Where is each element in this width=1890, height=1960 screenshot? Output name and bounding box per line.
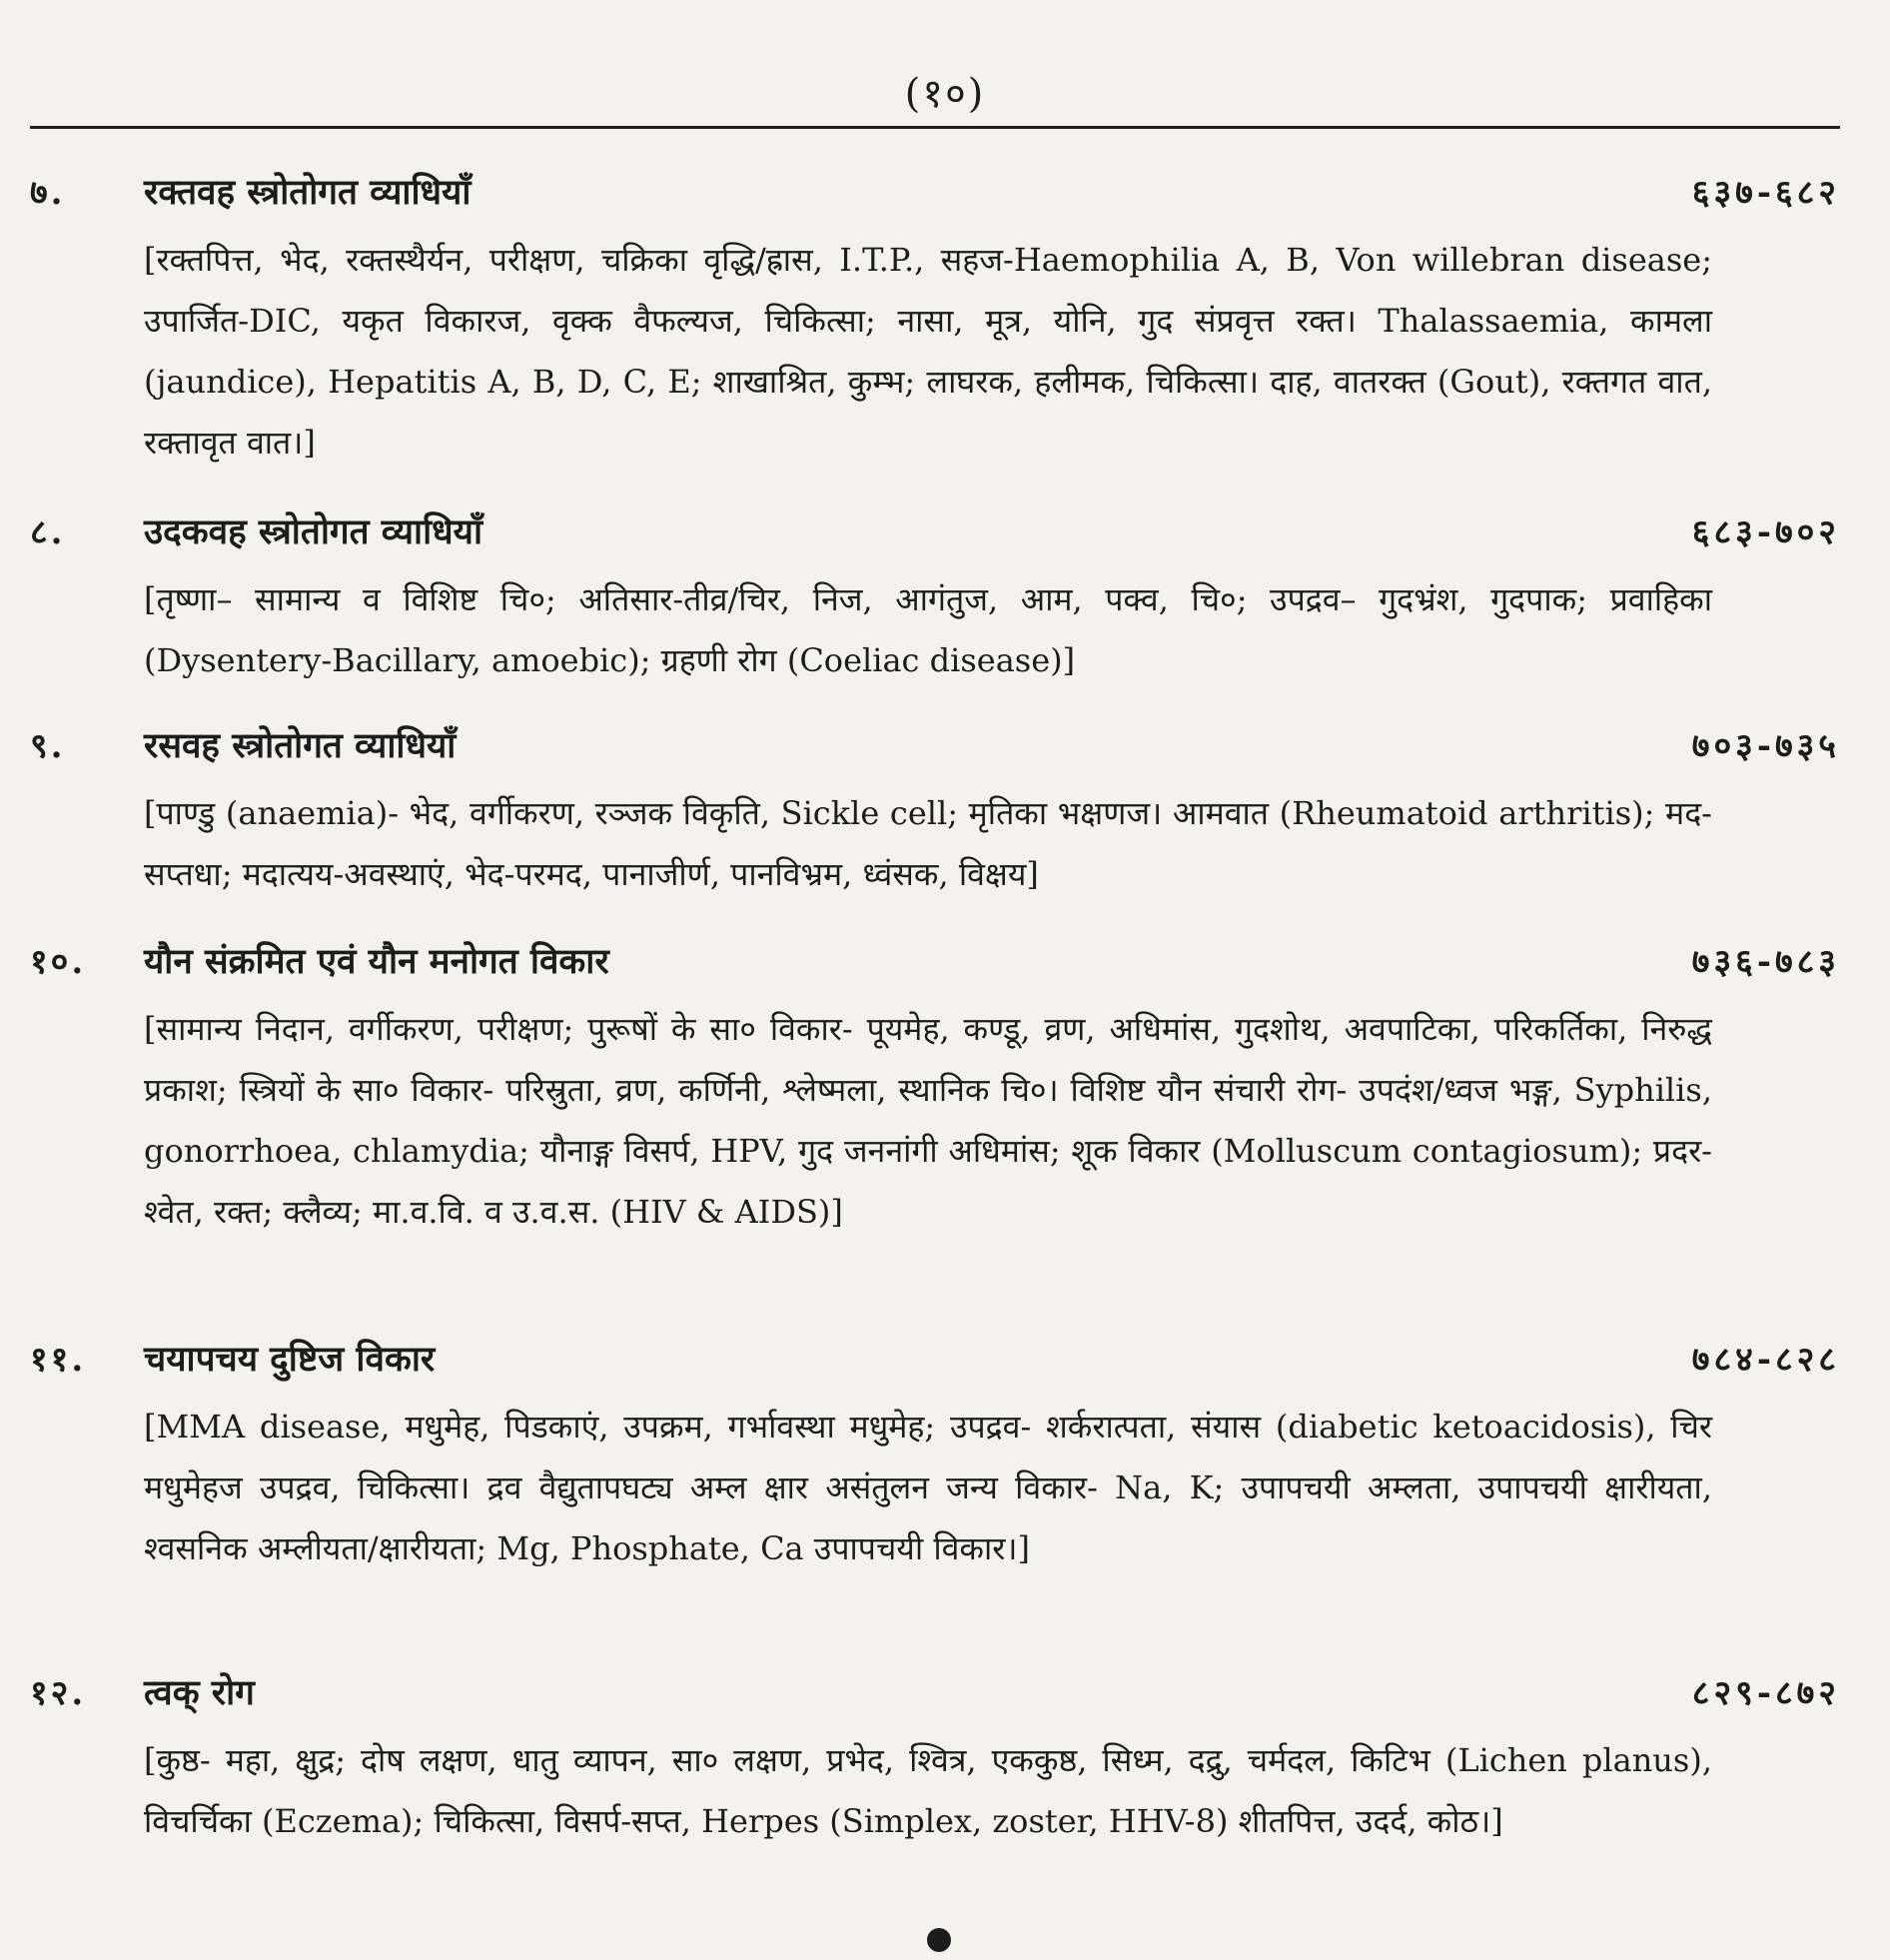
page-number: (१०) <box>904 71 986 117</box>
page-range: ८२९-८७२ <box>1691 1673 1840 1713</box>
chapter-topics: [सामान्य निदान, वर्गीकरण, परीक्षण; पुरूषों के सा० विकार- पूयमेह, कण्डू, व्रण, अधिमांस, गुदशोथ, अवपाटिका, परिकर्तिका, निरुद्ध प्रकाश; स्त्रियों के सा० विकार- परिस्रुता, व्रण, कर्णिनी, श्लेष्मला, स्थानिक चि०। विशिष्ट यौन संचारी रोग- उपदंश/ध्वज भङ्ग, Syphilis, gonorrhoea, chlamydia; यौनाङ्ग विसर्प, HPV, गुद जननांगी अधिमांस; शूक विकार (Molluscum contagiosum); प्रदर-श्वेत, रक्त; क्लैव्य; मा.व.वि. व उ.व.स. (HIV & AIDS)] <box>144 1010 1712 1231</box>
chapter-title: चयापचय दुष्टिज विकार <box>144 1339 436 1380</box>
toc-entry <box>30 1668 1840 1852</box>
header-divider <box>30 126 1840 129</box>
toc-entry-header <box>30 168 1840 230</box>
chapter-topics: [तृष्णा– सामान्य व विशिष्ट चि०; अतिसार-तीव्र/चिर, निज, आगंतुज, आम, पक्व, चि०; उपद्रव– गुदभ्रंश, गुदपाक; प्रवाहिका (Dysentery-Bacillary, amoebic); ग्रहणी रोग (Coeliac disease)] <box>144 580 1712 679</box>
chapter-topics: [कुष्ठ- महा, क्षुद्र; दोष लक्षण, धातु व्यापन, सा० लक्षण, प्रभेद, श्वित्र, एककुष्ठ, सिध्म, दद्रु, चर्मदल, किटिभ (Lichen planus), विचर्चिका (Eczema); चिकित्सा, विसर्प-सप्त, Herpes (Simplex, zoster, HHV-8) शीतपित्त, उदर्द, कोठ।] <box>144 1741 1712 1840</box>
toc-entry <box>30 937 1840 1243</box>
chapter-number: १०. <box>30 942 87 982</box>
chapter-title: उदकवह स्त्रोतोगत व्याधियाँ <box>144 511 483 552</box>
chapter-topics: [MMA disease, मधुमेह, पिडकाएं, उपक्रम, गर्भावस्था मधुमेह; उपद्रव- शर्करात्पता, संयास (diabetic ketoacidosis), चिर मधुमेहज उपद्रव, चिकित्सा। द्रव वैद्युतापघट्य अम्ल क्षार असंतुलन जन्य विकार- Na, K; उपापचयी अम्लता, उपापचयी क्षारीयता, श्वसनिक अम्लीयता/क्षारीयता; Mg, Phosphate, Ca उपापचयी विकार।] <box>144 1408 1712 1567</box>
chapter-topics: [पाण्डु (anaemia)- भेद, वर्गीकरण, रञ्जक विकृति, Sickle cell; मृतिका भक्षणज। आमवात (Rheumatoid arthritis); मद-सप्तधा; मदात्यय-अवस्थाएं, भेद-परमद, पानाजीर्ण, पानविभ्रम, ध्वंसक, विक्षय] <box>144 794 1712 893</box>
toc-entry <box>30 507 1840 691</box>
chapter-title: यौन संक्रमित एवं यौन मनोगत विकार <box>144 941 609 982</box>
toc-entry-header <box>30 721 1840 783</box>
page-range: ७३६-७८३ <box>1691 942 1840 982</box>
page-range: ७०३-७३५ <box>1691 726 1840 766</box>
toc-entry <box>30 168 1840 474</box>
toc-entry <box>30 721 1840 905</box>
chapter-topics: [रक्तपित्त, भेद, रक्तस्थैर्यन, परीक्षण, चक्रिका वृद्धि/ह्रास, I.T.P., सहज-Haemophilia A, B, Von willebran disease; उपार्जित-DIC, यकृत विकारज, वृक्क वैफल्यज, चिकित्सा; नासा, मूत्र, योनि, गुद संप्रवृत्त रक्त। Thalassaemia, कामला (jaundice), Hepatitis A, B, D, C, E; शाखाश्रित, कुम्भ; लाघरक, हलीमक, चिकित्सा। दाह, वातरक्त (Gout), रक्तगत वात, रक्तावृत वात।] <box>144 241 1712 462</box>
chapter-number: ११. <box>30 1340 87 1380</box>
chapter-number: ९. <box>30 726 66 766</box>
page-footer-dot <box>927 1928 951 1952</box>
page-range: ६८३-७०२ <box>1691 512 1840 552</box>
toc-entry <box>30 1335 1840 1579</box>
chapter-title: रक्तवह स्त्रोतोगत व्याधियाँ <box>144 172 472 213</box>
chapter-number: १२. <box>30 1673 87 1713</box>
toc-entry-header <box>30 507 1840 569</box>
page-range: ७८४-८२८ <box>1691 1340 1840 1380</box>
toc-entry-header <box>30 1335 1840 1397</box>
toc-entry-header <box>30 937 1840 999</box>
chapter-title: त्वक् रोग <box>144 1672 255 1713</box>
toc-entry-header <box>30 1668 1840 1730</box>
chapter-number: ८. <box>30 512 66 552</box>
chapter-title: रसवह स्त्रोतोगत व्याधियाँ <box>144 725 457 766</box>
page-range: ६३७-६८२ <box>1691 173 1840 213</box>
chapter-number: ७. <box>30 173 66 213</box>
